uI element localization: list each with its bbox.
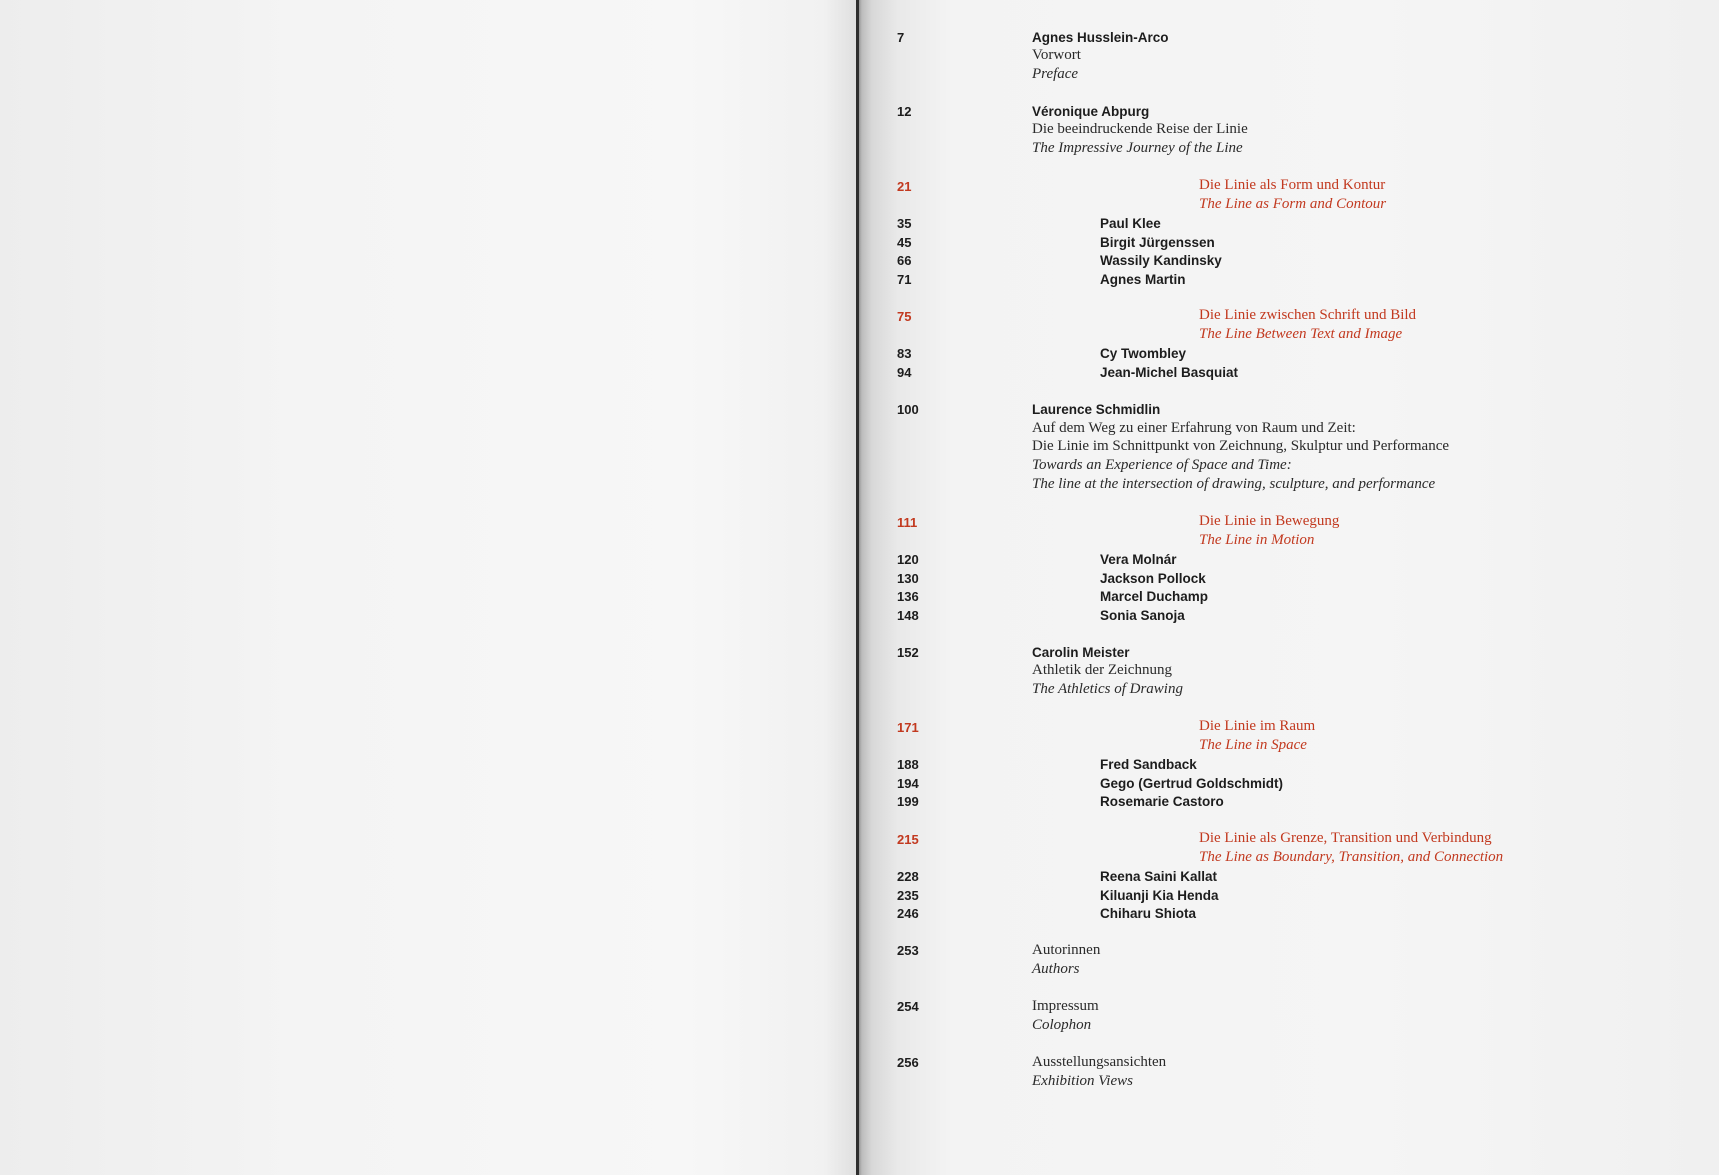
page-number: 246 (897, 906, 919, 921)
section-title-en: The Line as Boundary, Transition, and Connection (1199, 849, 1504, 865)
section-title-de: Die Linie als Grenze, Transition und Verbindung (1199, 830, 1492, 846)
artist-name: Wassily Kandinsky (1100, 253, 1222, 268)
section-page-number: 171 (897, 720, 919, 735)
artist-name: Chiharu Shiota (1100, 906, 1197, 921)
artist-name: Birgit Jürgenssen (1100, 235, 1215, 250)
section-title-de: Die Linie zwischen Schrift und Bild (1199, 307, 1417, 323)
artist-name: Agnes Martin (1100, 272, 1186, 287)
appendix-title-de: Ausstellungsansichten (1032, 1054, 1167, 1070)
appendix-title-de: Impressum (1032, 998, 1099, 1014)
section-title-de: Die Linie als Form und Kontur (1199, 177, 1386, 193)
page-number: 148 (897, 608, 919, 623)
section-page-number: 215 (897, 832, 919, 847)
artist-name: Paul Klee (1100, 216, 1161, 231)
essay-title-de: Die Linie im Schnittpunkt von Zeichnung, Skulptur und Performance (1032, 438, 1450, 454)
essay-author: Laurence Schmidlin (1032, 402, 1161, 417)
essay-title-en: The line at the intersection of drawing, sculpture, and performance (1032, 476, 1436, 492)
artist-name: Gego (Gertrud Goldschmidt) (1100, 776, 1284, 791)
essay-author: Agnes Husslein-Arco (1032, 30, 1169, 45)
artist-name: Fred Sandback (1100, 757, 1197, 772)
artist-name: Kiluanji Kia Henda (1100, 888, 1219, 903)
essay-title-de: Athletik der Zeichnung (1032, 662, 1172, 678)
page-number: 45 (897, 235, 912, 250)
artist-name: Jean-Michel Basquiat (1100, 365, 1239, 380)
artist-name: Reena Saini Kallat (1100, 869, 1218, 884)
page-number: 152 (897, 645, 919, 660)
section-title-en: The Line in Space (1199, 737, 1307, 753)
artist-name: Vera Molnár (1100, 552, 1177, 567)
section-title-en: The Line Between Text and Image (1199, 326, 1403, 342)
essay-title-de: Die beeindruckende Reise der Linie (1032, 121, 1248, 137)
essay-title-en: Towards an Experience of Space and Time: (1032, 457, 1292, 473)
page-number: 228 (897, 869, 919, 884)
artist-name: Sonia Sanoja (1100, 608, 1185, 623)
page-number: 235 (897, 888, 919, 903)
page-number: 83 (897, 346, 912, 361)
section-title-de: Die Linie in Bewegung (1199, 513, 1340, 529)
page-number: 253 (897, 943, 919, 958)
artist-name: Rosemarie Castoro (1100, 794, 1224, 809)
essay-title-de: Auf dem Weg zu einer Erfahrung von Raum und Zeit: (1032, 420, 1356, 436)
essay-author: Véronique Abpurg (1032, 104, 1150, 119)
page-number: 194 (897, 776, 919, 791)
artist-name: Cy Twombley (1100, 346, 1187, 361)
artist-name: Marcel Duchamp (1100, 589, 1209, 604)
page-number: 71 (897, 272, 912, 287)
section-title-de: Die Linie im Raum (1199, 718, 1316, 734)
section-title-en: The Line as Form and Contour (1199, 196, 1387, 212)
page-number: 130 (897, 571, 919, 586)
essay-title-de: Vorwort (1032, 47, 1081, 63)
page-number: 12 (897, 104, 912, 119)
appendix-title-en: Colophon (1032, 1017, 1092, 1033)
appendix-title-de: Autorinnen (1032, 942, 1101, 958)
section-page-number: 111 (897, 515, 918, 530)
appendix-title-en: Exhibition Views (1032, 1073, 1133, 1089)
section-page-number: 21 (897, 179, 912, 194)
page-number: 7 (897, 30, 905, 45)
appendix-title-en: Authors (1032, 961, 1080, 977)
page-number: 254 (897, 999, 919, 1014)
page-number: 199 (897, 794, 919, 809)
page-number: 66 (897, 253, 912, 268)
page-number: 94 (897, 365, 912, 380)
artist-name: Jackson Pollock (1100, 571, 1206, 586)
page-number: 120 (897, 552, 919, 567)
section-title-en: The Line in Motion (1199, 532, 1315, 548)
page-number: 256 (897, 1055, 919, 1070)
essay-title-en: The Athletics of Drawing (1032, 681, 1183, 697)
essay-title-en: The Impressive Journey of the Line (1032, 140, 1243, 156)
essay-title-en: Preface (1032, 66, 1079, 82)
essay-author: Carolin Meister (1032, 645, 1130, 660)
page-number: 136 (897, 589, 919, 604)
page-number: 35 (897, 216, 912, 231)
page-number: 188 (897, 757, 919, 772)
section-page-number: 75 (897, 309, 912, 324)
page-number: 100 (897, 402, 919, 417)
